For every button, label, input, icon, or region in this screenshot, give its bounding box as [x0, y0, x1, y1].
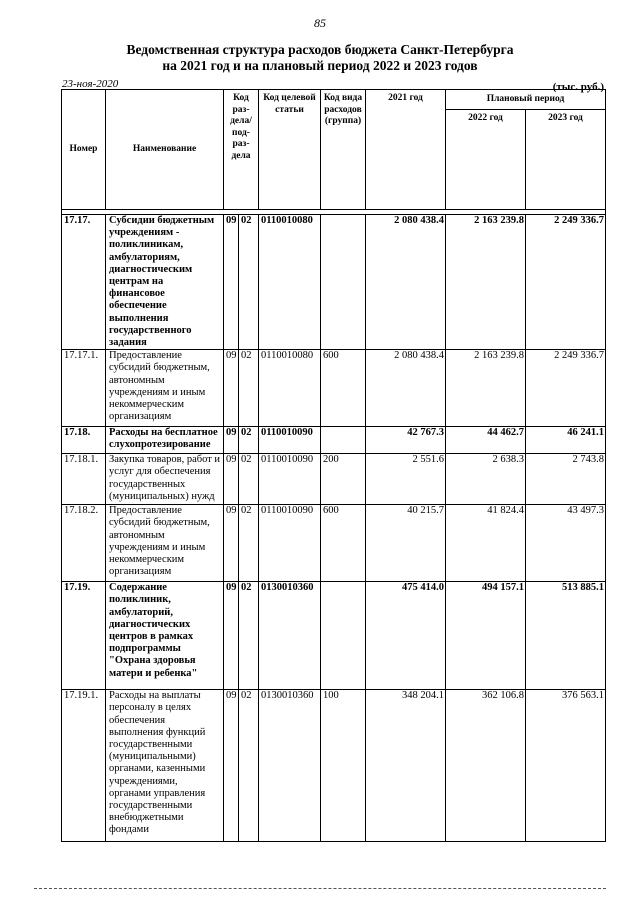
document-date: 23-ноя-2020 — [62, 78, 119, 90]
row-2021: 42 767.3 — [366, 427, 446, 454]
row-name: Предоставление субсидий бюджетным, автономным учреждениям и иным некоммерческим организациям — [106, 350, 224, 427]
row-number: 17.17. — [62, 215, 106, 350]
row-target-code: 0110010090 — [259, 454, 321, 505]
row-name: Расходы на бесплатное слухопротезирование — [106, 427, 224, 454]
table-row — [62, 582, 606, 690]
header-2021: 2021 год — [366, 90, 446, 210]
row-name: Расходы на выплаты персоналу в целях обеспечения выполнения функций государственными (муниципальными) органами, казенными учреждениями, органами управления государственными внебюджетными фондами — [106, 690, 224, 842]
row-kind-code: 600 — [321, 505, 366, 582]
row-section: 09 — [224, 454, 239, 505]
row-2022: 362 106.8 — [446, 690, 526, 842]
page-number: 85 — [314, 16, 326, 30]
row-2022: 2 163 239.8 — [446, 350, 526, 427]
row-subsection: 02 — [239, 690, 259, 842]
row-2023: 43 497.3 — [526, 505, 606, 582]
table-row — [62, 215, 606, 350]
row-target-code: 0110010090 — [259, 427, 321, 454]
row-target-code: 0130010360 — [259, 582, 321, 690]
header-kind: Код вида расходов (группа) — [321, 90, 366, 210]
row-2023: 376 563.1 — [526, 690, 606, 842]
budget-table — [61, 89, 606, 842]
row-2023: 2 249 336.7 — [526, 215, 606, 350]
row-number: 17.18.1. — [62, 454, 106, 505]
row-2022: 2 163 239.8 — [446, 215, 526, 350]
row-2023: 46 241.1 — [526, 427, 606, 454]
row-section: 09 — [224, 582, 239, 690]
row-number: 17.17.1. — [62, 350, 106, 427]
row-subsection: 02 — [239, 454, 259, 505]
row-section: 09 — [224, 215, 239, 350]
document-title — [0, 42, 640, 74]
row-section: 09 — [224, 690, 239, 842]
row-2021: 2 551.6 — [366, 454, 446, 505]
row-2021: 40 215.7 — [366, 505, 446, 582]
row-section: 09 — [224, 427, 239, 454]
row-kind-code — [321, 427, 366, 454]
title-line-1: Ведомственная структура расходов бюджета Санкт-Петербурга — [126, 42, 514, 57]
row-2023: 2 743.8 — [526, 454, 606, 505]
table-row — [62, 690, 606, 842]
row-2022: 494 157.1 — [446, 582, 526, 690]
header-target: Код целевой статьи — [259, 90, 321, 210]
header-section: Код раз-дела/ под-раз-дела — [224, 90, 259, 210]
row-kind-code: 100 — [321, 690, 366, 842]
table-row — [62, 427, 606, 454]
row-number: 17.19. — [62, 582, 106, 690]
row-subsection: 02 — [239, 350, 259, 427]
row-name: Субсидии бюджетным учреждениям - поликлиникам, амбулаториям, диагностическим центрам на финансовое обеспечение выполнения государственного задания — [106, 215, 224, 350]
row-kind-code: 200 — [321, 454, 366, 505]
row-section: 09 — [224, 350, 239, 427]
title-line-2: на 2021 год и на плановый период 2022 и 2023 годов — [162, 58, 478, 73]
row-2022: 2 638.3 — [446, 454, 526, 505]
row-target-code: 0110010090 — [259, 505, 321, 582]
row-name: Предоставление субсидий бюджетным, автономным учреждениям и иным некоммерческим организациям — [106, 505, 224, 582]
row-subsection: 02 — [239, 427, 259, 454]
row-kind-code — [321, 582, 366, 690]
row-2021: 2 080 438.4 — [366, 215, 446, 350]
row-number: 17.18. — [62, 427, 106, 454]
row-2022: 41 824.4 — [446, 505, 526, 582]
header-2022: 2022 год — [446, 110, 526, 210]
row-name: Содержание поликлиник, амбулаторий, диагностических центров в рамках подпрограммы "Охрана здоровья матери и ребенка" — [106, 582, 224, 690]
row-target-code: 0110010080 — [259, 350, 321, 427]
row-2021: 475 414.0 — [366, 582, 446, 690]
row-name: Закупка товаров, работ и услуг для обеспечения государственных (муниципальных) нужд — [106, 454, 224, 505]
row-kind-code — [321, 215, 366, 350]
table-row — [62, 350, 606, 427]
row-subsection: 02 — [239, 505, 259, 582]
row-subsection: 02 — [239, 215, 259, 350]
row-2022: 44 462.7 — [446, 427, 526, 454]
row-target-code: 0130010360 — [259, 690, 321, 842]
row-section: 09 — [224, 505, 239, 582]
row-2021: 348 204.1 — [366, 690, 446, 842]
header-number: Номер — [62, 90, 106, 210]
row-2021: 2 080 438.4 — [366, 350, 446, 427]
row-subsection: 02 — [239, 582, 259, 690]
row-2023: 513 885.1 — [526, 582, 606, 690]
page-bottom-line — [34, 888, 606, 889]
row-2023: 2 249 336.7 — [526, 350, 606, 427]
header-planned: Плановый период — [446, 90, 606, 110]
row-target-code: 0110010080 — [259, 215, 321, 350]
table-row — [62, 454, 606, 505]
units-label: (тыс. руб.) — [552, 81, 604, 93]
header-2023: 2023 год — [526, 110, 606, 210]
row-number: 17.18.2. — [62, 505, 106, 582]
header-name: Наименование — [106, 90, 224, 210]
row-kind-code: 600 — [321, 350, 366, 427]
row-number: 17.19.1. — [62, 690, 106, 842]
table-row — [62, 505, 606, 582]
